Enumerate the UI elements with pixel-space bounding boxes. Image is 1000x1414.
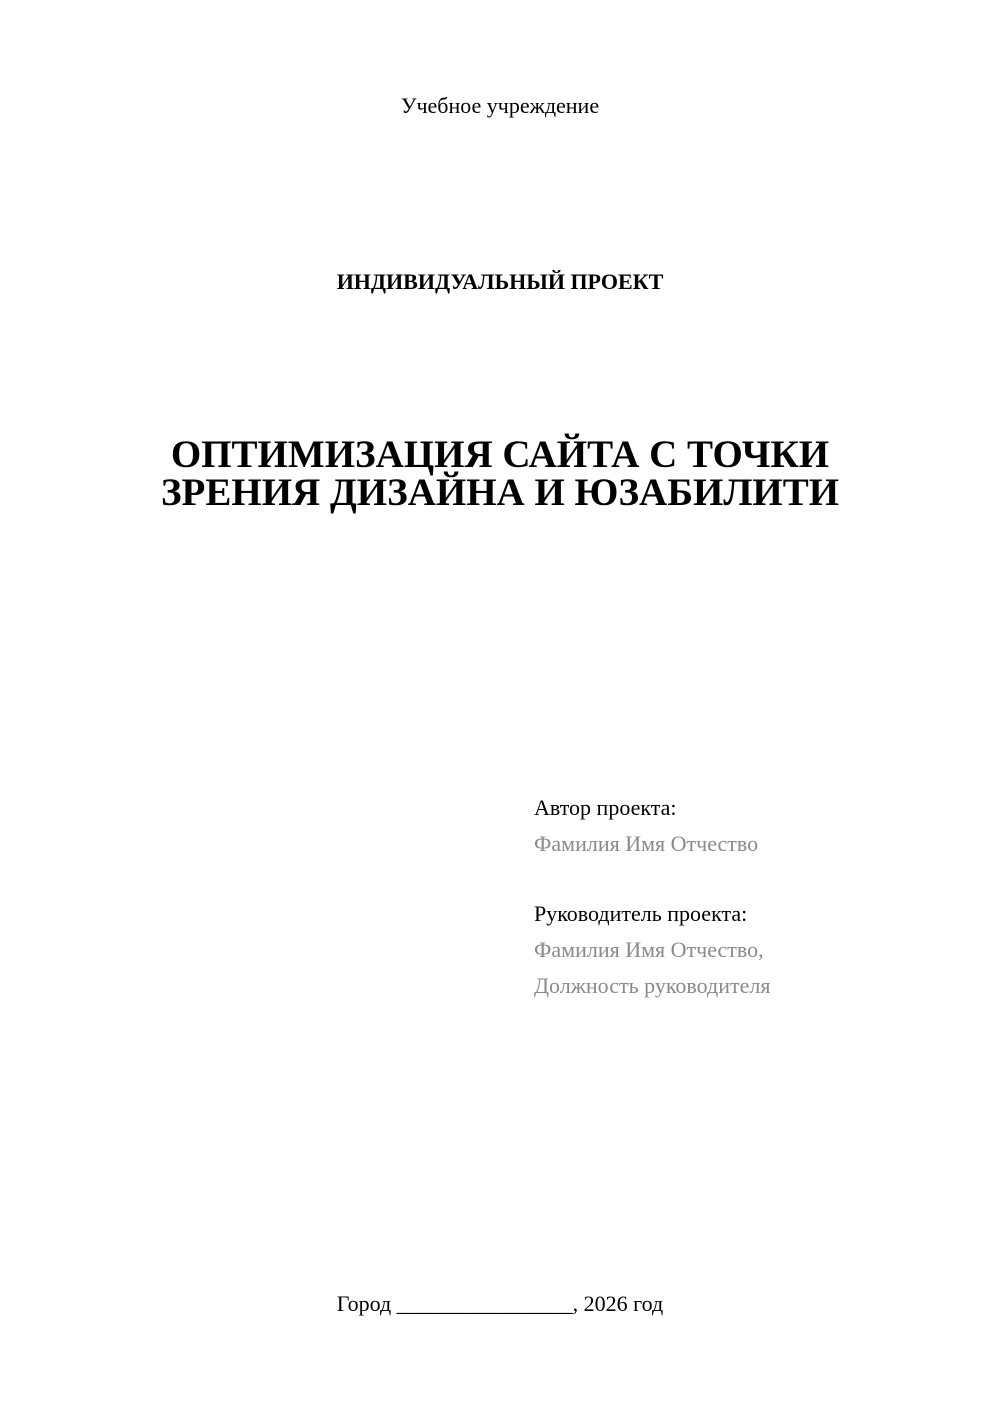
institution-name: Учебное учреждение xyxy=(400,93,600,118)
supervisor-label: Руководитель проекта: xyxy=(534,901,748,926)
project-type-heading: ИНДИВИДУАЛЬНЫЙ ПРОЕКТ xyxy=(336,269,664,294)
project-title xyxy=(0,433,1000,514)
info-spacer xyxy=(534,862,954,896)
city-year-footer: Город ________________, 2026 год xyxy=(336,1291,664,1316)
supervisor-position: Должность руководителя xyxy=(534,973,771,998)
author-name: Фамилия Имя Отчество xyxy=(534,831,759,856)
project-title-line-2: ЗРЕНИЯ ДИЗАЙНА И ЮЗАБИЛИТИ xyxy=(160,471,840,514)
author-label: Автор проекта: xyxy=(534,795,677,820)
project-info-block xyxy=(534,790,954,1004)
supervisor-name: Фамилия Имя Отчество, xyxy=(534,937,764,962)
project-title-line-1: ОПТИМИЗАЦИЯ САЙТА С ТОЧКИ xyxy=(170,433,830,476)
